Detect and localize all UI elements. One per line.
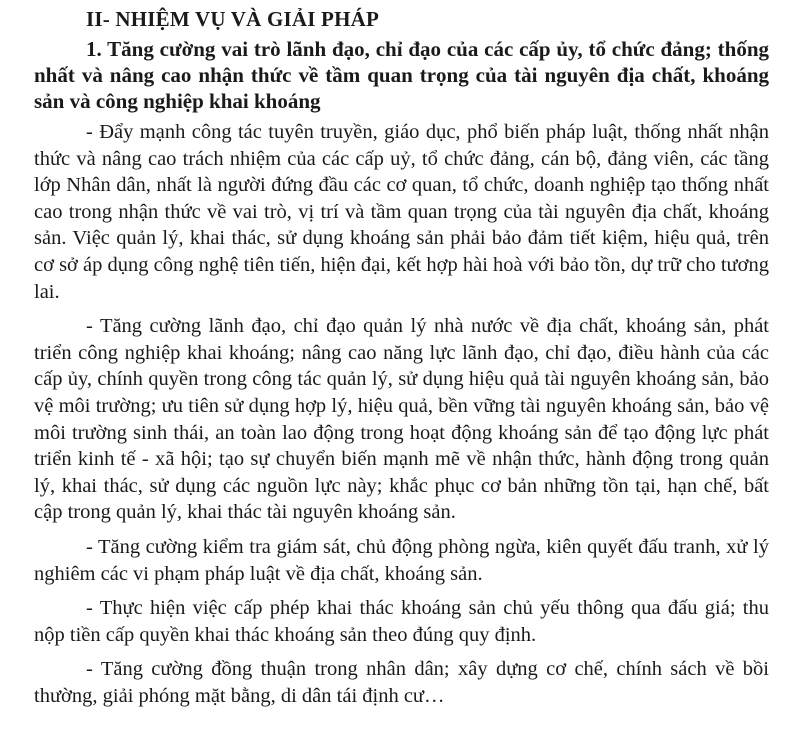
paragraph-licensing: - Thực hiện việc cấp phép khai thác khoáng sản chủ yếu thông qua đấu giá; thu nộp tiền cấp quyền khai thác khoáng sản theo đúng quy định. [34,597,769,646]
section-heading: II- NHIỆM VỤ VÀ GIẢI PHÁP [86,7,379,31]
paragraph-consensus: - Tăng cường đồng thuận trong nhân dân; xây dựng cơ chế, chính sách về bồi thường, giải phóng mặt bằng, di dân tái định cư… [34,658,769,707]
paragraph-propaganda: - Đẩy mạnh công tác tuyên truyền, giáo dục, phổ biến pháp luật, thống nhất nhận thức và nâng cao trách nhiệm của các cấp uỷ, tổ chức đảng, cán bộ, đảng viên, các tầng lớp Nhân dân, nhất là người đứng đầu các cơ quan, tổ chức, doanh nghiệp tạo thống nhất cao trong nhận thức về vai trò, vị trí và tầm quan trọng của tài nguyên địa chất, khoáng sản. Việc quản lý, khai thác, sử dụng khoáng sản phải bảo đảm tiết kiệm, hiệu quả, trên cơ sở áp dụng công nghệ tiên tiến, hiện đại, kết hợp hài hoà với bảo tồn, dự trữ cho tương lai. [34,121,769,303]
paragraph-leadership: - Tăng cường lãnh đạo, chỉ đạo quản lý nhà nước về địa chất, khoáng sản, phát triển công nghiệp khai khoáng; nâng cao năng lực lãnh đạo, chỉ đạo, điều hành của các cấp ủy, chính quyền trong công tác quản lý, sử dụng hiệu quả tài nguyên khoáng sản, bảo vệ môi trường; ưu tiên sử dụng hợp lý, hiệu quả, bền vững tài nguyên khoáng sản, bảo vệ môi trường sinh thái, an toàn lao động trong hoạt động khoáng sản để tạo động lực phát triển kinh tế - xã hội; tạo sự chuyển biến mạnh mẽ về nhận thức, hành động trong quản lý, khai thác, sử dụng các nguồn lực này; khắc phục cơ bản những tồn tại, hạn chế, bất cập trong quản lý, khai thác tài nguyên khoáng sản. [34,315,769,524]
paragraph-inspection: - Tăng cường kiểm tra giám sát, chủ động phòng ngừa, kiên quyết đấu tranh, xử lý nghiêm các vi phạm pháp luật về địa chất, khoáng sản. [34,535,769,585]
subsection-heading: 1. Tăng cường vai trò lãnh đạo, chỉ đạo của các cấp ủy, tổ chức đảng; thống nhất và nâng cao nhận thức về tầm quan trọng của tài nguyên địa chất, khoáng sản và công nghiệp khai khoáng [34,37,769,113]
